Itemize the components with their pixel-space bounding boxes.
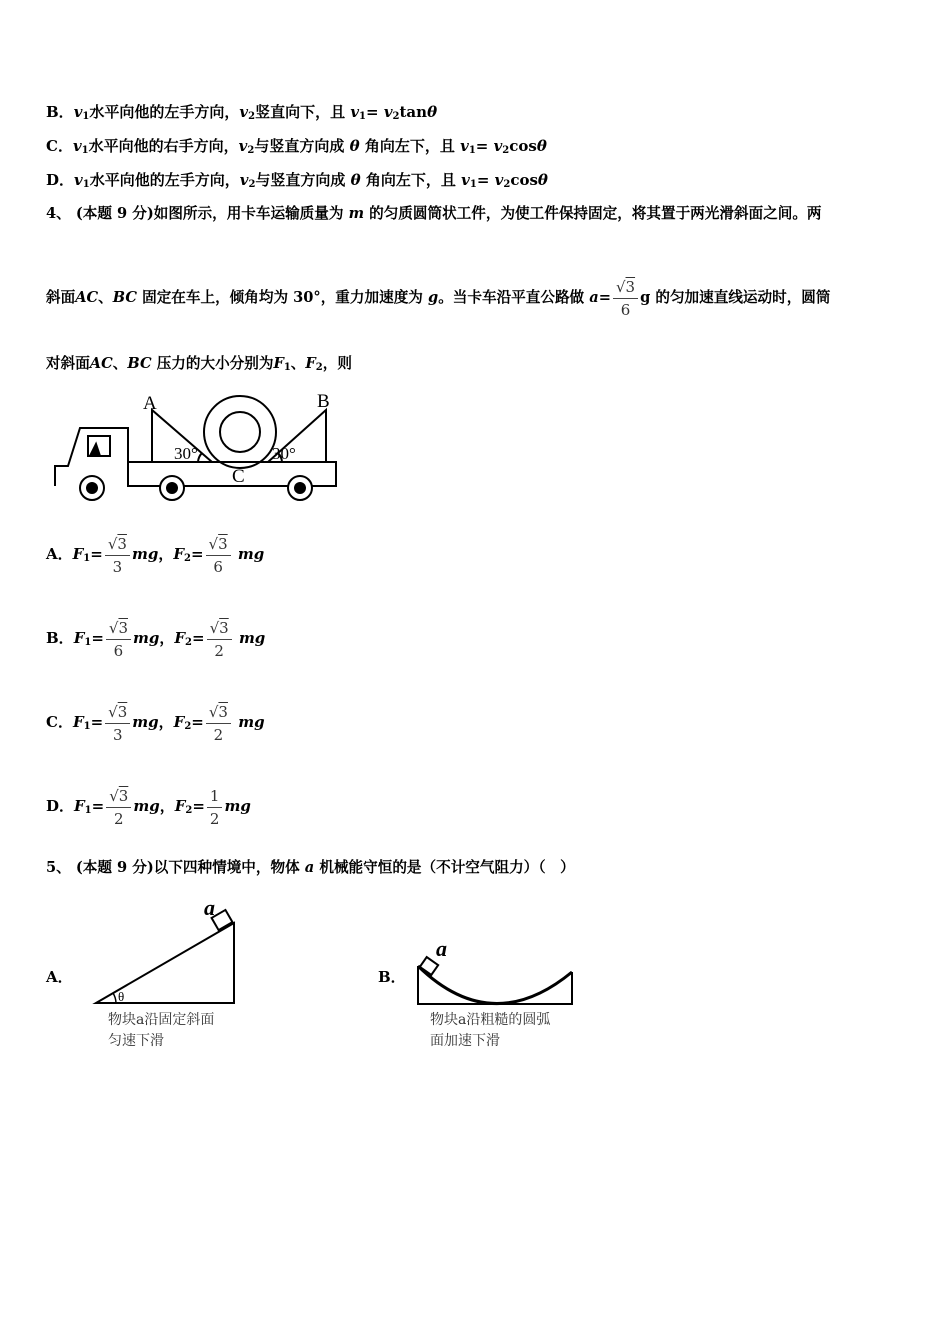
label-a: A (143, 393, 157, 414)
q4-option-b: B．$F_1=$ $\frac{√3}{6}$ mg，$F_2=$ $\frac{√3}{2}$ mg (46, 618, 266, 660)
angle-left-label: 30° (174, 444, 198, 463)
q4-stem-line3: 对斜面AC、BC 压力的大小分别为$F_1$、$F_2$，则 (46, 355, 352, 373)
incline-figure (92, 895, 242, 1007)
q4-stem-line1: 4、 (本题 9 分)如图所示，用卡车运输质量为 m 的匀质圆筒状工件，为使工件保持固定，将其置于两光滑斜面之间。两 (46, 205, 822, 222)
q5-option-a-letter: A． (46, 968, 73, 986)
cylinder-outer (204, 396, 276, 468)
truck-figure (50, 388, 342, 506)
label-b: B (317, 391, 330, 412)
angle-right-label: 30° (272, 444, 296, 463)
arc-figure (412, 936, 578, 1008)
block-label-a: a (204, 895, 215, 920)
caption-a-line2: 匀速下滑 (108, 1033, 164, 1049)
theta-label: θ (118, 989, 125, 1004)
q4-option-c: C．$F_1=$ $\frac{√3}{3}$ mg，$F_2=$ $\frac{√3}{2}$ mg (46, 702, 265, 744)
q4-stem-line2: 斜面AC、BC 固定在车上，倾角均为 30°，重力加速度为 g。当卡车沿平直公路做 a= $\frac{√3}{6}$ g 的匀加速直线运动时，圆筒 (46, 277, 831, 319)
arc-surface (418, 966, 572, 1004)
arc-block-label-a: a (436, 936, 447, 961)
incline-triangle (96, 923, 234, 1003)
q4-option-d: D．$F_1=$ $\frac{√3}{2}$ mg，$F_2=$ $\frac{1}{2}$ mg (46, 786, 251, 828)
caption-b-line1: 物块a沿粗糙的圆弧 (430, 1012, 551, 1028)
q5-stem: 5、 (本题 9 分)以下四种情境中，物体 a 机械能守恒的是（不计空气阻力）（ ） (46, 859, 575, 876)
q5-option-b-letter: B． (378, 968, 406, 986)
q4-option-a: A．$F_1=$ $\frac{√3}{3}$ mg，$F_2=$ $\frac{√3}{6}$ mg (46, 534, 265, 576)
label-c: C (232, 466, 245, 487)
q3-option-b: B．$v_1$水平向他的左手方向，$v_2$竖直向下，且 $v_1= v_2\tan\theta$ (46, 103, 438, 122)
cylinder-inner (220, 412, 260, 452)
q3-option-d: D．$v_1$水平向他的左手方向，$v_2$与竖直方向成 θ 角向左下，且 $v_1= v_2\cos\theta$ (46, 171, 548, 190)
caption-a-line1: 物块a沿固定斜面 (108, 1012, 215, 1028)
acceleration-fraction: $\frac{√3}{6}$ (613, 278, 638, 319)
q3-option-c: C．$v_1$水平向他的右手方向，$v_2$与竖直方向成 θ 角向左下，且 $v_1= v_2\cos\theta$ (46, 137, 547, 156)
caption-b-line2: 面加速下滑 (430, 1033, 500, 1049)
